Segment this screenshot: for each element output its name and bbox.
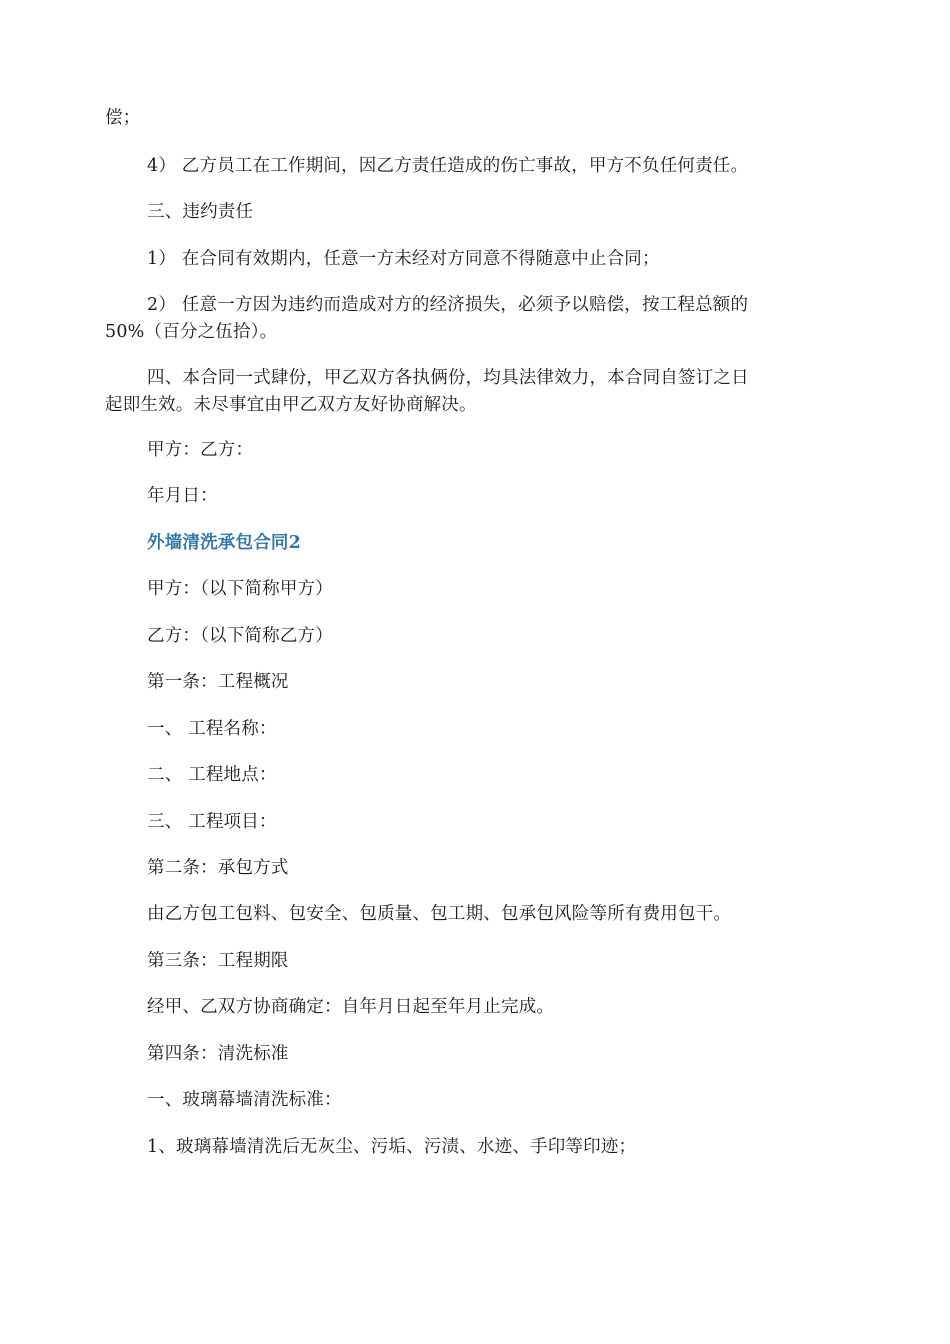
text-line: 起即生效。未尽事宜由甲乙双方友好协商解决。 — [105, 395, 477, 415]
signature-line: 甲方：乙方： — [147, 440, 254, 460]
text-line: 1、玻璃幕墙清洗后无灰尘、污垢、污渍、水迹、手印等印迹； — [147, 1137, 637, 1157]
text-line: 4） 乙方员工在工作期间，因乙方责任造成的伤亡事故，甲方不负任何责任。 — [147, 156, 749, 176]
section-heading: 三、违约责任 — [147, 202, 254, 222]
party-b-line: 乙方：（以下简称乙方） — [147, 626, 333, 646]
text-line: 一、玻璃幕墙清洗标准： — [147, 1090, 342, 1110]
article-heading: 第四条：清洗标准 — [147, 1044, 289, 1064]
text-line: 偿； — [105, 108, 141, 128]
text-line: 由乙方包工包料、包安全、包质量、包工期、包承包风险等所有费用包干。 — [147, 904, 732, 924]
party-a-line: 甲方：（以下简称甲方） — [147, 579, 333, 599]
article-heading: 第一条：工程概况 — [147, 672, 289, 692]
article-heading: 第三条：工程期限 — [147, 951, 289, 971]
text-line: 经甲、乙双方协商确定：自年月日起至年月止完成。 — [147, 997, 555, 1017]
text-line: 三、 工程项目： — [147, 812, 277, 832]
text-line: 一、 工程名称： — [147, 719, 277, 739]
article-heading: 第二条：承包方式 — [147, 858, 289, 878]
text-line: 1） 在合同有效期内，任意一方未经对方同意不得随意中止合同； — [147, 249, 660, 269]
text-line: 2） 任意一方因为违约而造成对方的经济损失，必须予以赔偿，按工程总额的 — [147, 295, 749, 315]
text-line: 四、本合同一式肆份，甲乙双方各执俩份，均具法律效力，本合同自签订之日 — [147, 368, 749, 388]
contract-title: 外墙清洗承包合同2 — [147, 533, 301, 553]
date-line: 年月日： — [147, 486, 218, 506]
text-line: 50%（百分之伍拾）。 — [105, 322, 278, 342]
text-line: 二、 工程地点： — [147, 765, 277, 785]
